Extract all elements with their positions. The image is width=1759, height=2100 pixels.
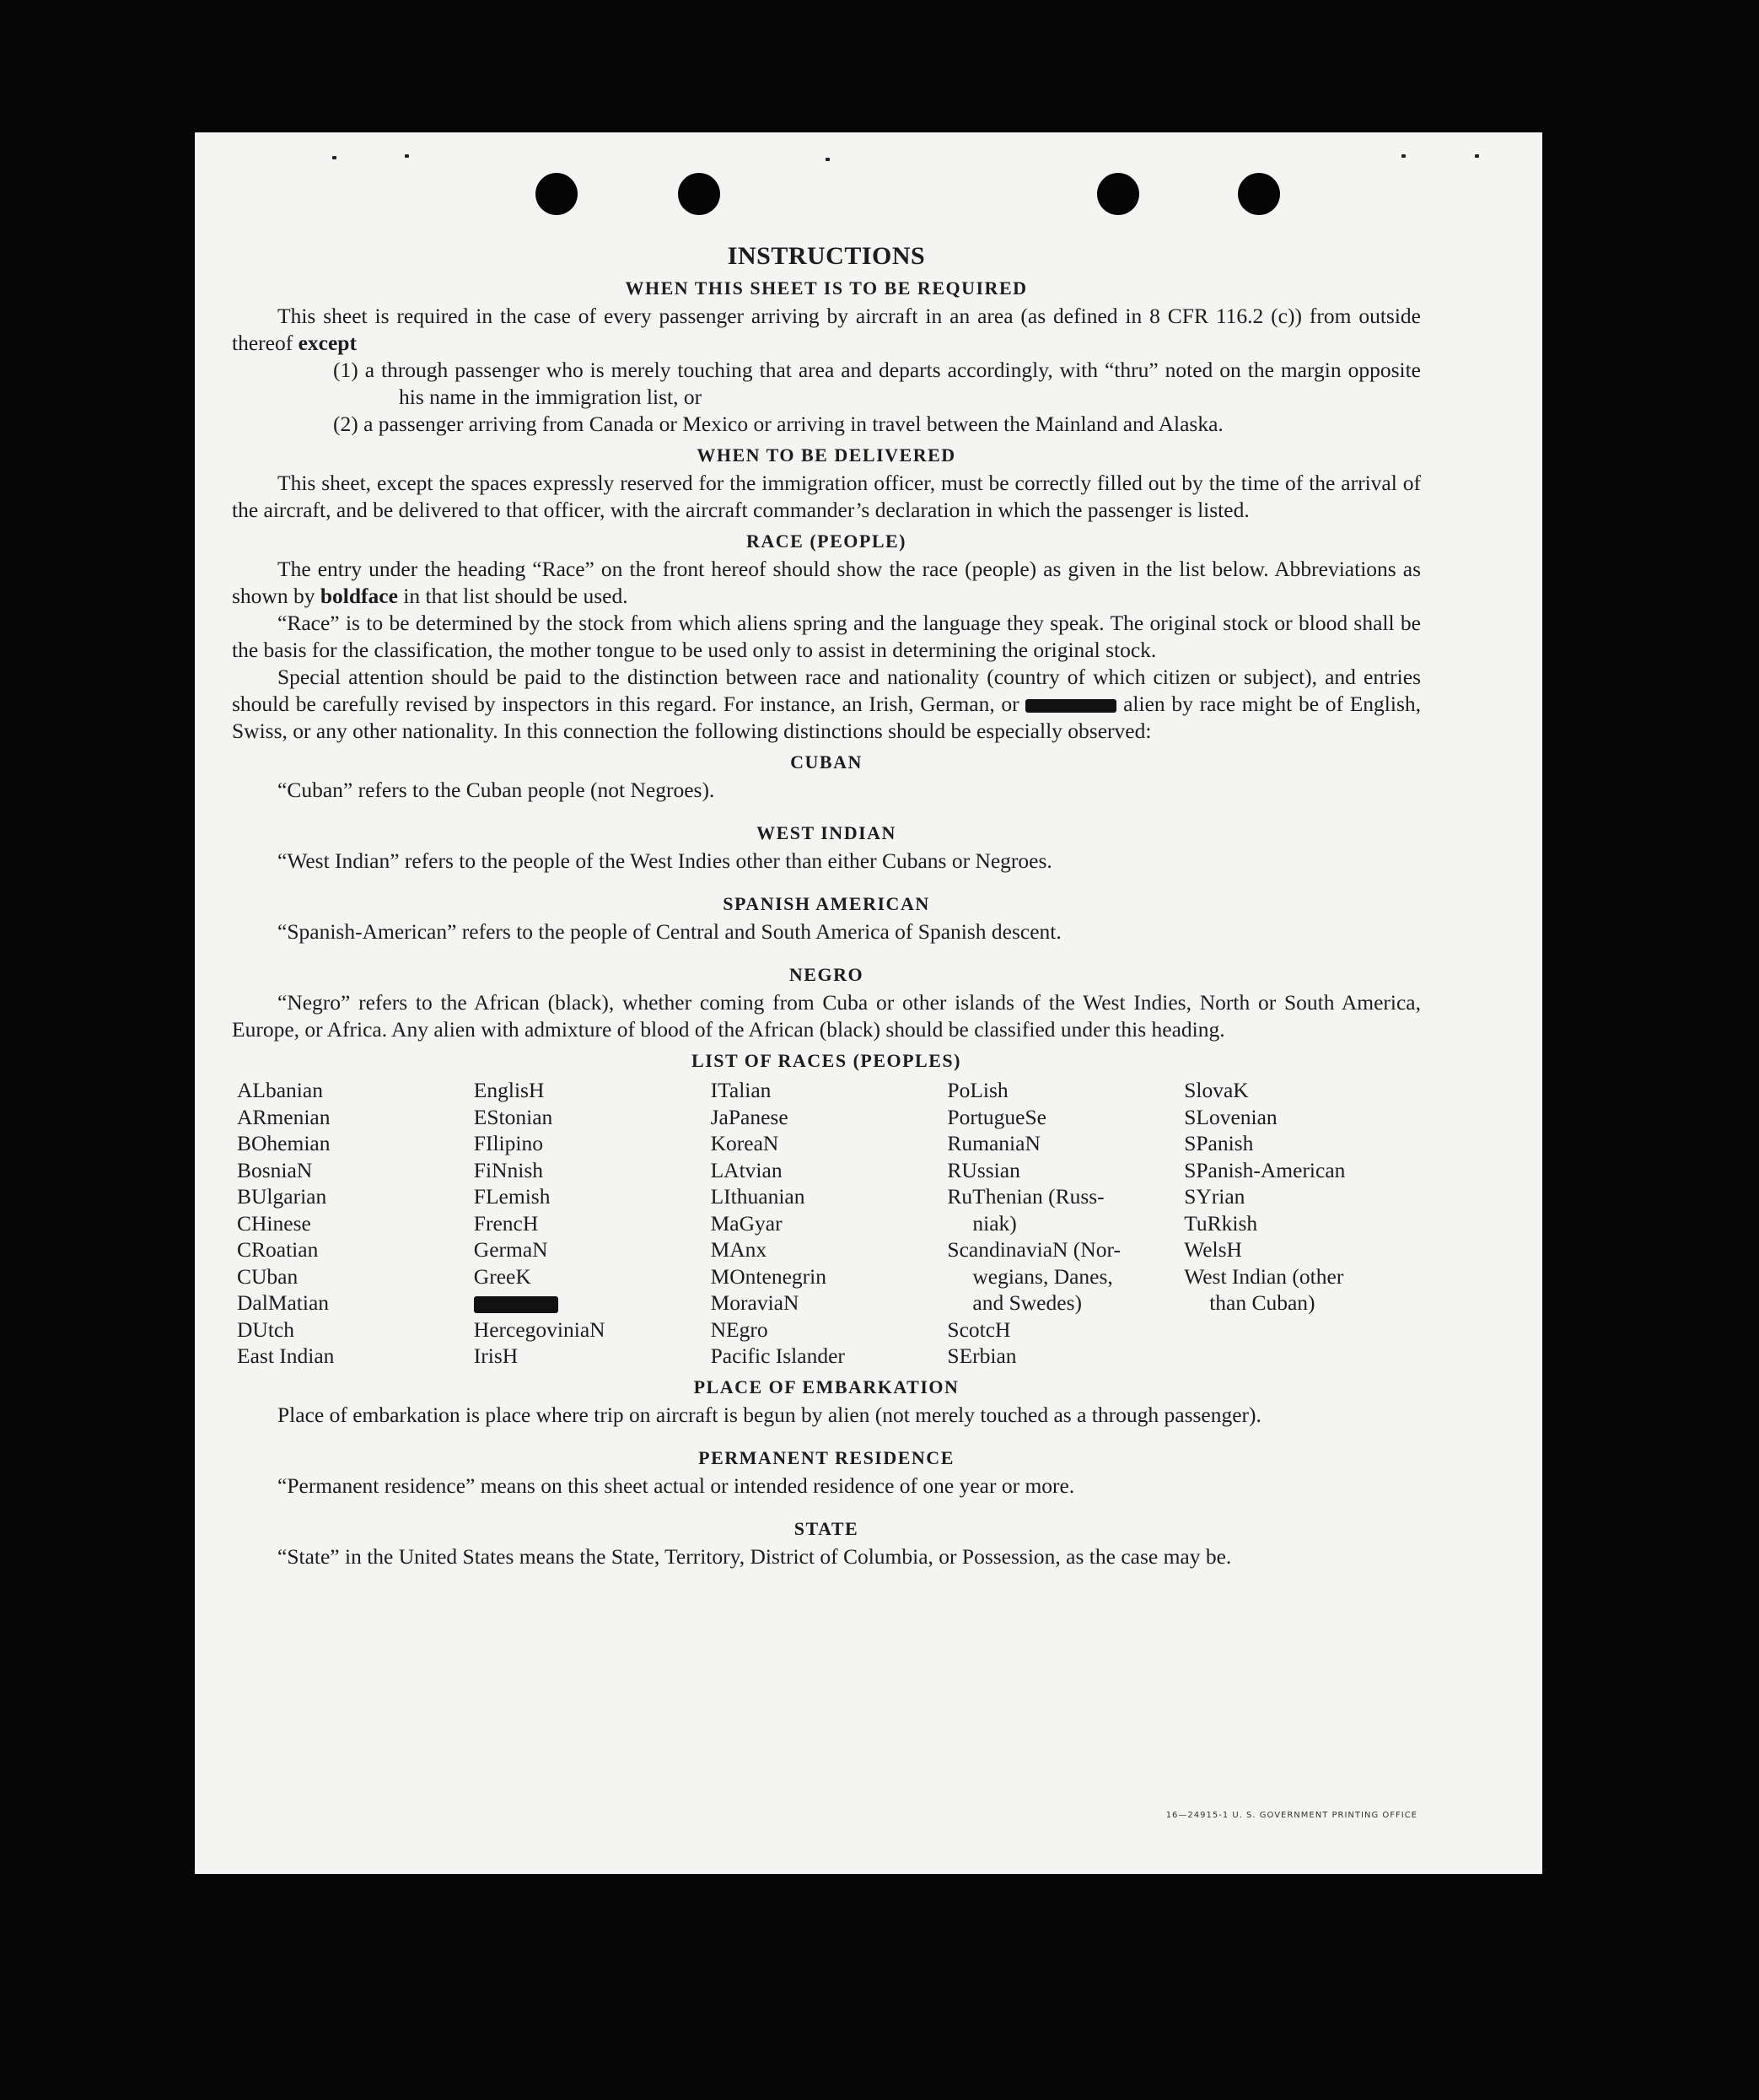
heading-when-delivered: WHEN TO BE DELIVERED [697, 444, 956, 466]
heading-state: STATE [793, 1517, 859, 1539]
punch-hole [535, 173, 578, 215]
race-item: SPanish [1184, 1131, 1254, 1155]
race-item: ARmenian [237, 1104, 331, 1129]
instruction-sheet [195, 132, 1542, 1874]
heading-list-of-races: LIST OF RACES (PEOPLES) [691, 1050, 961, 1071]
paper-speck [826, 158, 830, 161]
race-item: EStonian [473, 1104, 553, 1129]
race-item: FiNnish [473, 1157, 543, 1182]
race-para-2: “Race” is to be determined by the stock from which aliens spring and the language they speak. The original stock or blood shall be the basis for the classification, the mother tongue to be used only to assist in determining the original stock. [232, 611, 1421, 662]
embarkation-text: Place of embarkation is place where trip on aircraft is begun by alien (not merely touched as a through passenger). [277, 1402, 1261, 1427]
punch-hole [1238, 173, 1280, 215]
west-indian-text: “West Indian” refers to the people of the West Indies other than either Cubans or Negroes. [277, 848, 1052, 873]
punch-hole [678, 173, 720, 215]
delivered-text: This sheet, except the spaces expressly reserved for the immigration officer, must be correctly filled out by the time of the arrival of the aircraft, and be delivered to that officer, with the aircraft commander’s declaration in which the passenger is listed. [232, 471, 1421, 522]
state-text: “State” in the United States means the State, Territory, District of Columbia, or Possession, as the case may be. [277, 1543, 1232, 1569]
race-column-5 [1184, 1077, 1421, 1370]
race-item: LAtvian [710, 1157, 783, 1182]
race-item: GermaN [473, 1237, 548, 1262]
race-list [237, 1077, 1421, 1370]
paper-speck [405, 154, 409, 158]
race-item: IrisH [473, 1343, 519, 1368]
race-item: MOntenegrin [710, 1263, 826, 1289]
race-item: CHinese [237, 1210, 311, 1236]
race-item: ScandinaviaN (Nor- [947, 1237, 1121, 1262]
race-item: JaPanese [710, 1104, 788, 1129]
race-item: MaGyar [710, 1210, 783, 1236]
race-item: WelsH [1184, 1237, 1242, 1262]
exception-item-1: (1) a through passenger who is merely touching that area and departs accordingly, with “thru” noted on the margin opposite his name in the immigration list, or [333, 358, 1421, 409]
redacted-race-item [474, 1290, 711, 1317]
race-item: SlovaK [1184, 1078, 1249, 1102]
redaction-mark [474, 1296, 558, 1313]
race-item-continued: niak) [972, 1210, 1017, 1236]
race-column-1 [237, 1077, 474, 1370]
paper-speck [332, 156, 336, 159]
race-item: HercegoviniaN [473, 1317, 605, 1342]
race-item: TuRkish [1184, 1210, 1258, 1236]
race-item: NEgro [710, 1317, 768, 1342]
race-item: RuThenian (Russ- [947, 1184, 1105, 1209]
heading-when-required: WHEN THIS SHEET IS TO BE REQUIRED [625, 277, 1028, 299]
race-para-1: The entry under the heading “Race” on the front hereof should show the race (people) as given in the list below. Abbreviations as shown by boldface in that list should be used. [232, 557, 1421, 608]
race-item: MAnx [710, 1237, 767, 1262]
negro-text: “Negro” refers to the African (black), whether coming from Cuba or other islands of the West Indies, North or South America, Europe, or Africa. Any alien with admixture of blood of the African (black) should be classified under this heading. [232, 990, 1421, 1042]
race-item: ITalian [710, 1078, 772, 1102]
race-item: BUlgarian [237, 1184, 327, 1209]
race-item: East Indian [237, 1343, 335, 1368]
race-item: RumaniaN [947, 1131, 1041, 1155]
redaction-mark [1025, 699, 1116, 713]
race-item: DalMatian [237, 1290, 330, 1315]
instructions-content [232, 242, 1421, 1570]
heading-embarkation: PLACE OF EMBARKATION [693, 1376, 960, 1397]
printing-office-code: 16—24915-1 U. S. GOVERNMENT PRINTING OFFICE [1165, 1811, 1417, 1820]
race-item-continued: than Cuban) [1209, 1290, 1315, 1315]
race-item: FLemish [473, 1184, 551, 1209]
race-item: SLovenian [1184, 1104, 1278, 1129]
punch-hole [1097, 173, 1139, 215]
race-item: PortugueSe [947, 1104, 1046, 1129]
race-item: FIlipino [473, 1131, 543, 1155]
required-intro: This sheet is required in the case of every passenger arriving by aircraft in an area (as defined in 8 CFR 116.2 (c)) from outside thereof except [232, 304, 1421, 355]
heading-cuban: CUBAN [790, 751, 863, 773]
spanish-american-text: “Spanish-American” refers to the people of Central and South America of Spanish descent. [277, 919, 1062, 944]
race-para-3: Special attention should be paid to the distinction between race and nationality (country of which citizen or subject), and entries should be carefully revised by inspectors in this regard. For instance, an Irish, German, or alien by race might be of English, Swiss, or any other nationality. In this connection the following distinctions should be especially observed: [232, 665, 1421, 743]
race-column-2 [474, 1077, 711, 1370]
race-item: KoreaN [710, 1131, 779, 1155]
race-column-4 [947, 1077, 1184, 1370]
race-item: SPanish-American [1184, 1157, 1346, 1182]
heading-spanish-american: SPANISH AMERICAN [723, 893, 930, 914]
race-item: SErbian [947, 1343, 1017, 1368]
heading-west-indian: WEST INDIAN [756, 822, 896, 843]
race-item: EnglisH [473, 1078, 545, 1102]
paper-speck [1401, 154, 1406, 158]
race-item: Pacific Islander [710, 1343, 845, 1368]
paper-speck [1475, 154, 1479, 158]
residence-text: “Permanent residence” means on this sheet actual or intended residence of one year or more. [277, 1473, 1075, 1498]
race-item: SYrian [1184, 1184, 1245, 1209]
race-column-3 [711, 1077, 948, 1370]
race-item: PoLish [947, 1078, 1009, 1102]
race-item: RUssian [947, 1157, 1020, 1182]
race-item: BosniaN [237, 1157, 313, 1182]
race-item: GreeK [473, 1263, 531, 1289]
race-item: MoraviaN [710, 1290, 799, 1315]
heading-negro: NEGRO [788, 964, 864, 985]
heading-race: RACE (PEOPLE) [746, 530, 906, 552]
race-item-continued: and Swedes) [972, 1290, 1082, 1315]
race-item: CRoatian [237, 1237, 319, 1262]
race-item: CUban [237, 1263, 299, 1289]
page-title: INSTRUCTIONS [727, 242, 926, 270]
race-item: LIthuanian [710, 1184, 805, 1209]
race-item: DUtch [237, 1317, 294, 1342]
race-item: BOhemian [237, 1131, 331, 1155]
race-item: ScotcH [947, 1317, 1011, 1342]
exception-item-2: (2) a passenger arriving from Canada or Mexico or arriving in travel between the Mainland and Alaska. [333, 412, 1224, 436]
race-item: ALbanian [237, 1078, 323, 1102]
race-item-continued: wegians, Danes, [972, 1263, 1113, 1289]
cuban-text: “Cuban” refers to the Cuban people (not Negroes). [277, 778, 715, 802]
race-item: West Indian (other [1184, 1263, 1344, 1289]
race-item: FrencH [473, 1210, 539, 1236]
heading-permanent-residence: PERMANENT RESIDENCE [698, 1446, 955, 1468]
